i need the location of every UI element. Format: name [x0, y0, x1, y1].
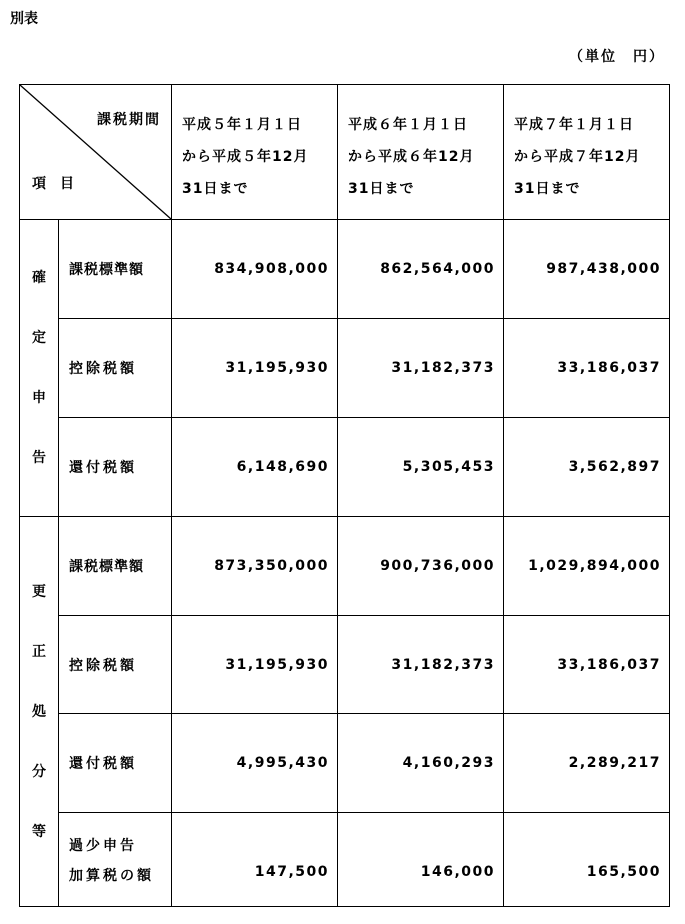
value-cell: 33,186,037: [504, 319, 670, 418]
period-2-line1: 平成６年１月１日: [348, 117, 468, 133]
value-cell: 4,995,430: [172, 714, 338, 813]
group-char: 申: [32, 390, 46, 406]
caption: 別表: [10, 11, 38, 27]
value-cell: 31,195,930: [172, 319, 338, 418]
value-cell: 147,500: [172, 813, 338, 907]
group-label-kousei-shobun: [20, 517, 59, 907]
row-label: 控除税額: [59, 319, 172, 418]
group-char: 等: [32, 823, 46, 840]
period-3-line2: から平成７年12月: [514, 149, 641, 165]
period-2-line3: 31日まで: [348, 181, 415, 197]
item-label: 項目: [32, 176, 88, 192]
value-cell: 3,562,897: [504, 418, 670, 517]
value-cell: 31,182,373: [338, 616, 504, 714]
header-row: [20, 85, 670, 220]
period-header-3: [504, 85, 670, 220]
table-row: [20, 418, 670, 517]
diagonal-line: [20, 85, 171, 219]
group-label-kakutei-shinkoku: [20, 220, 59, 517]
tax-table: [19, 84, 670, 907]
period-1-line1: 平成５年１月１日: [182, 117, 302, 133]
unit-label: （単位 円）: [569, 49, 665, 65]
value-cell: 4,160,293: [338, 714, 504, 813]
row-label: 控除税額: [59, 616, 172, 714]
value-cell: 165,500: [504, 813, 670, 907]
value-cell: 987,438,000: [504, 220, 670, 319]
table-row: [20, 714, 670, 813]
value-cell: 862,564,000: [338, 220, 504, 319]
row-label: 課税標準額: [59, 220, 172, 319]
value-cell: 1,029,894,000: [504, 517, 670, 616]
row-label-two-line: [59, 813, 172, 907]
value-cell: 2,289,217: [504, 714, 670, 813]
period-label: 課税期間: [97, 112, 161, 128]
group-char: 確: [32, 270, 46, 286]
group-char: 分: [32, 763, 46, 780]
period-3-line3: 31日まで: [514, 181, 581, 197]
value-cell: 834,908,000: [172, 220, 338, 319]
period-header-1: [172, 85, 338, 220]
row-label: 還付税額: [59, 714, 172, 813]
value-cell: 31,195,930: [172, 616, 338, 714]
period-1-line2: から平成５年12月: [182, 149, 309, 165]
value-cell: 33,186,037: [504, 616, 670, 714]
period-2-line2: から平成６年12月: [348, 149, 475, 165]
table-row: [20, 813, 670, 907]
group-char: 処: [32, 703, 46, 720]
value-cell: 5,305,453: [338, 418, 504, 517]
table-row: [20, 616, 670, 714]
value-cell: 900,736,000: [338, 517, 504, 616]
value-cell: 873,350,000: [172, 517, 338, 616]
table-row: [20, 220, 670, 319]
group-char: 更: [32, 583, 46, 600]
period-header-2: [338, 85, 504, 220]
group-char: 定: [32, 330, 46, 346]
header-corner-cell: [20, 85, 172, 220]
period-3-line1: 平成７年１月１日: [514, 117, 634, 133]
group-char: 正: [32, 643, 46, 660]
value-cell: 6,148,690: [172, 418, 338, 517]
value-cell: 31,182,373: [338, 319, 504, 418]
row-label-line2: 加算税の額: [69, 867, 154, 884]
row-label: 還付税額: [59, 418, 172, 517]
table-row: [20, 517, 670, 616]
row-label: 課税標準額: [59, 517, 172, 616]
table-row: [20, 319, 670, 418]
value-cell: 146,000: [338, 813, 504, 907]
period-1-line3: 31日まで: [182, 181, 249, 197]
group-char: 告: [32, 450, 46, 466]
row-label-line1: 過少申告: [69, 837, 137, 854]
